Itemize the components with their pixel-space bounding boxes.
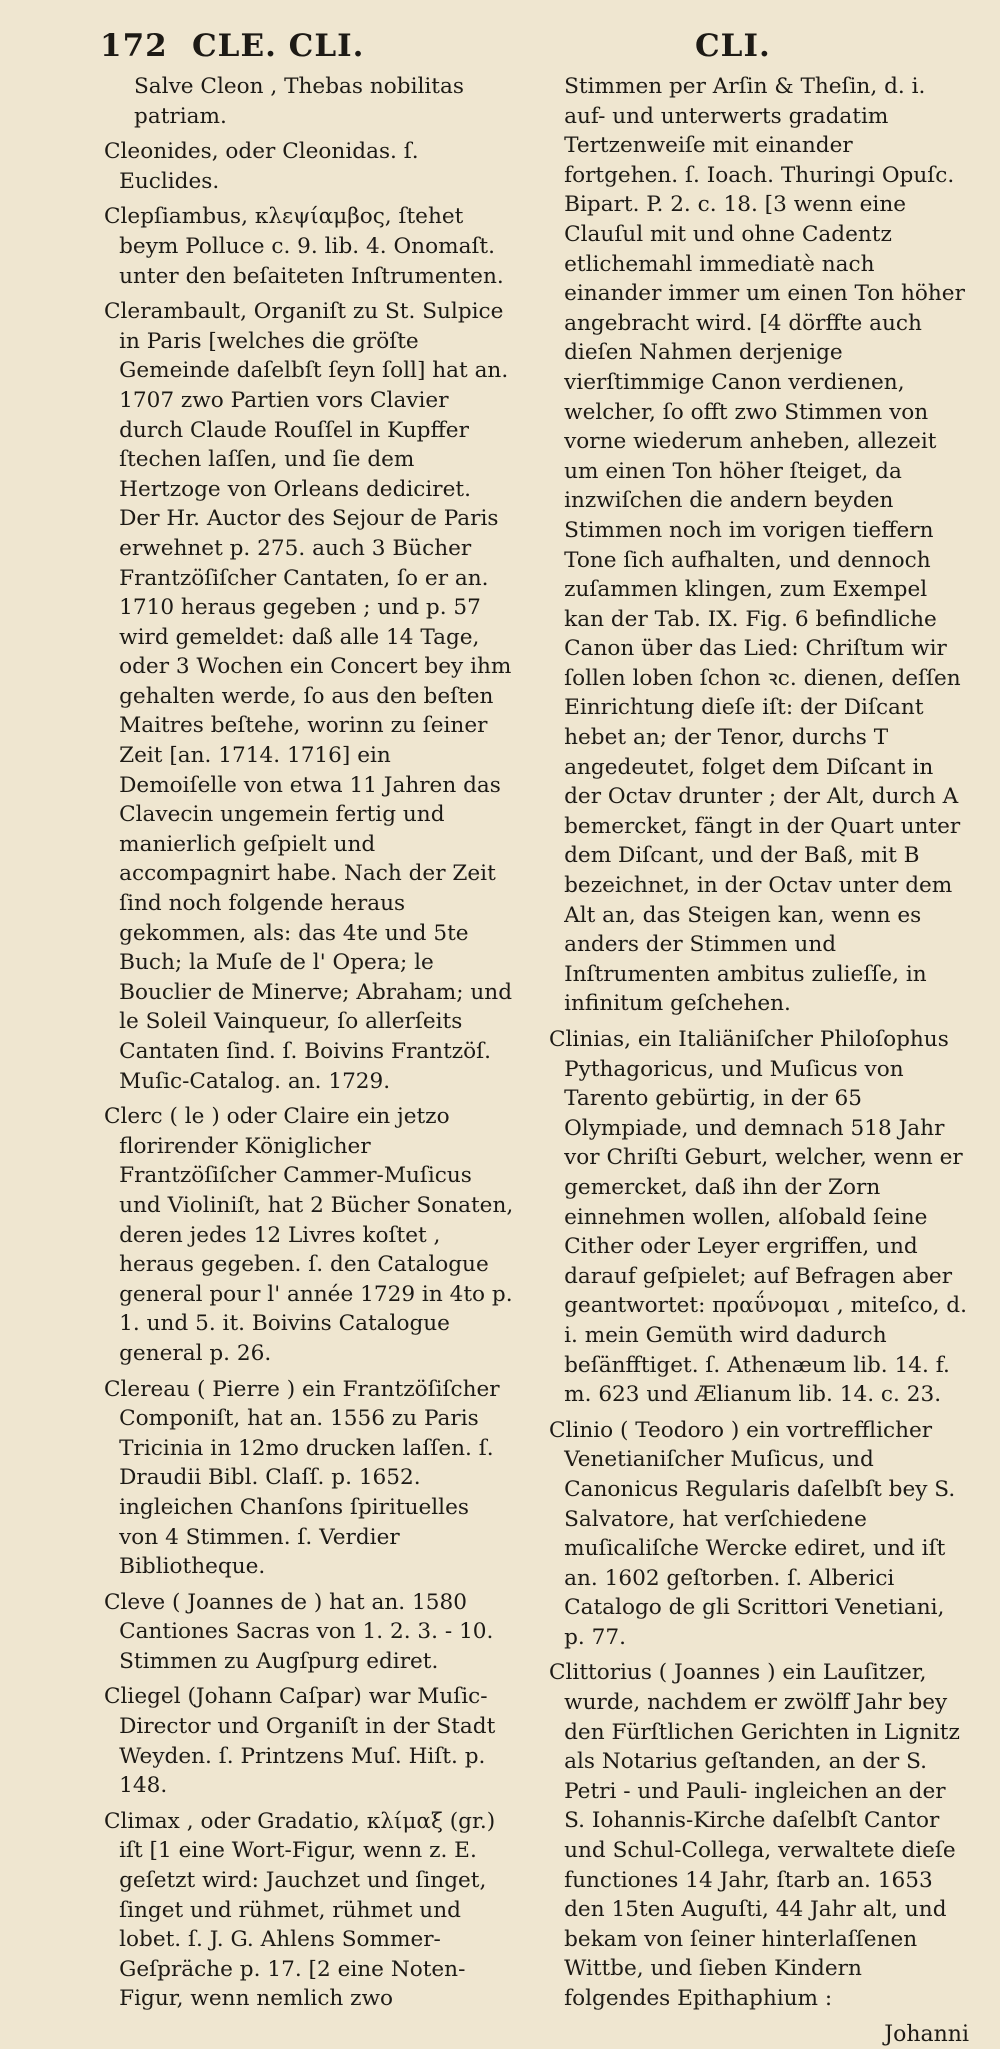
entry-clinio: Clinio ( Teodoro ) ein vortrefflicher Venetianiſcher Muſicus, und Canonicus Regularis daſelbſt bey S. Salvatore, hat verſchiedene muſicaliſche Wercke ediret, und iſt an. 1602 geſtorben. ſ. Alberici Catalogo de gli Scrittori Venetiani, p. 77. [549, 1417, 956, 1650]
entry-cliegel: Cliegel (Johann Caſpar) war Muſic-Director und Organiſt in der Stadt Weyden. ſ. Printzens Muſ. Hiſt. p. 148. [104, 1684, 496, 1799]
entry-clerambault: Clerambault, Organiſt zu St. Sulpice in Paris [welches die gröſte Gemeinde daſelbſt ſeyn ſoll] hat an. 1707 zwo Partien vors Clavier durch Claude Rouſſel in Kupffer ſtechen laſſen, und ſie dem Hertzoge von Orleans dediciret. Der Hr. Auctor des Sejour de Paris erwehnet p. 275. auch 3 Bücher Frantzöſiſcher Cantaten, ſo er an. 1710 heraus gegeben ; und p. 57 wird gemeldet: daß alle 14 Tage, oder 3 Wochen ein Concert bey ihm gehalten werde, ſo aus den beſten Maitres beſtehe, worinn zu ſeiner Zeit [an. 1714. 1716] ein Demoiſelle von etwa 11 Jahren das Clavecin ungemein fertig und manierlich geſpielt und accompagnirt habe. Nach der Zeit ſind noch folgende heraus gekommen, als: das 4te und 5te Buch; la Muſe de l' Opera; le Bouclier de Minerve; Abraham; und le Soleil Vainqueur, ſo allerſeits Cantaten ſind. ſ. Boivins Frantzöſ. Muſic-Catalog. an. 1729. [104, 299, 513, 1094]
entry-climax-continuation: Stimmen per Arſin & Theſin, d. i. auf- und unterwerts gradatim Tertzenweiſe mit einander fortgehen. ſ. Ioach. Thuringi Opuſc. Bipart. P. 2. c. 18. [3 wenn eine Clauſul mit und ohne Cadentz etlichemahl immediatè nach einander immer um einen Ton höher angebracht wird. [4 dörffte auch dieſen Nahmen derjenige vierſtimmige Canon verdienen, welcher, ſo offt zwo Stimmen von vorne wiederum anheben, allezeit um einen Ton höher ſteiget, da inzwiſchen die andern beyden Stimmen noch im vorigen tieffern Tone ſich aufhalten, und dennoch zuſammen klingen, zum Exempel kan der Tab. IX. Fig. 6 befindliche Canon über das Lied: Chriſtum wir ſollen loben ſchon ꝛc. dienen, deſſen Einrichtung dieſe iſt: der Diſcant hebet an; der Tenor, durchs T angedeutet, folget dem Diſcant in der Octav drunter ; der Alt, durch A bemercket, fängt in der Quart unter dem Diſcant, und der Baß, mit B bezeichnet, in der Octav unter dem Alt an, das Steigen kan, wenn es anders der Stimmen und Inſtrumenten ambitus zulieſſe, in infinitum geſchehen. [564, 74, 965, 1017]
right-column [549, 72, 969, 2049]
motto-line: Salve Cleon , Thebas nobilitas patriam. [134, 74, 464, 129]
left-column [104, 72, 514, 2020]
entry-clittorius: Clittorius ( Joannes ) ein Lauſitzer, wurde, nachdem er zwölff Jahr bey den Fürſtlichen Gerichten in Lignitz als Notarius geſtanden, an der S. Petri - und Pauli- ingleichen an der S. Iohannis-Kirche daſelbſt Cantor und Schul-Collega, verwaltete dieſe functiones 14 Jahr, ſtarb an. 1653 den 15ten Auguſti, 44 Jahr alt, und bekam von ſeiner hinterlaſſenen Wittbe, und ſieben Kindern folgendes Epithaphium : [549, 1660, 960, 2011]
catchword: Johanni [884, 2021, 969, 2047]
entry-cleve: Cleve ( Joannes de ) hat an. 1580 Cantiones Sacras von 1. 2. 3. - 10. Stimmen zu Augſpurg ediret. [104, 1589, 494, 1674]
page-number: 172 [100, 28, 168, 64]
entry-clinias: Clinias, ein Italiäniſcher Philoſophus Pythagoricus, und Muſicus von Tarento gebürtig, in der 65 Olympiade, und demnach 518 Jahr vor Chriſti Geburt, welcher, wenn er gemercket, daß ihn der Zorn einnehmen wollen, alſobald ſeine Cither oder Leyer ergriffen, und darauf geſpielet; auf Befragen aber geantwortet: πραΰνομαι , miteſco, d. i. mein Gemüth wird dadurch beſänfftiget. ſ. Athenæum lib. 14. f. m. 623 und Ælianum lib. 14. c. 23. [549, 1027, 967, 1408]
entry-climax: Climax , oder Gradatio, κλίμαξ (gr.) iſt [1 eine Wort-Figur, wenn z. E. geſetzt wird: Jauchzet und ſinget, ſinget und rühmet, rühmet und lobet. ſ. J. G. Ahlens Sommer-Geſpräche p. 17. [2 eine Noten-Figur, wenn nemlich zwo [104, 1808, 496, 2012]
entry-cleonides: Cleonides, oder Cleonidas. ſ. Euclides. [104, 139, 419, 194]
right-running-head: CLI. [695, 28, 771, 64]
entry-clereau: Clereau ( Pierre ) ein Frantzöſiſcher Componiſt, hat an. 1556 zu Paris Tricinia in 12mo drucken laſſen. ſ. Draudii Bibl. Claſſ. p. 1652. ingleichen Chanſons ſpirituelles von 4 Stimmen. ſ. Verdier Bibliotheque. [104, 1376, 500, 1580]
left-running-head: CLE. CLI. [192, 28, 365, 64]
entry-clepsiambus: Clepſiambus, κλεψίαμβος, ſtehet beym Polluce c. 9. lib. 4. Onomaſt. unter den beſaiteten Inſtrumenten. [104, 204, 504, 289]
running-header [0, 18, 1000, 68]
entry-clerc: Clerc ( le ) oder Claire ein jetzo florirender Königlicher Frantzöſiſcher Cammer-Muſicus und Violiniſt, hat 2 Bücher Sonaten, deren jedes 12 Livres koſtet , heraus gegeben. ſ. den Catalogue general pour l' année 1729 in 4to p. 1. und 5. it. Boivins Catalogue general p. 26. [104, 1104, 514, 1366]
